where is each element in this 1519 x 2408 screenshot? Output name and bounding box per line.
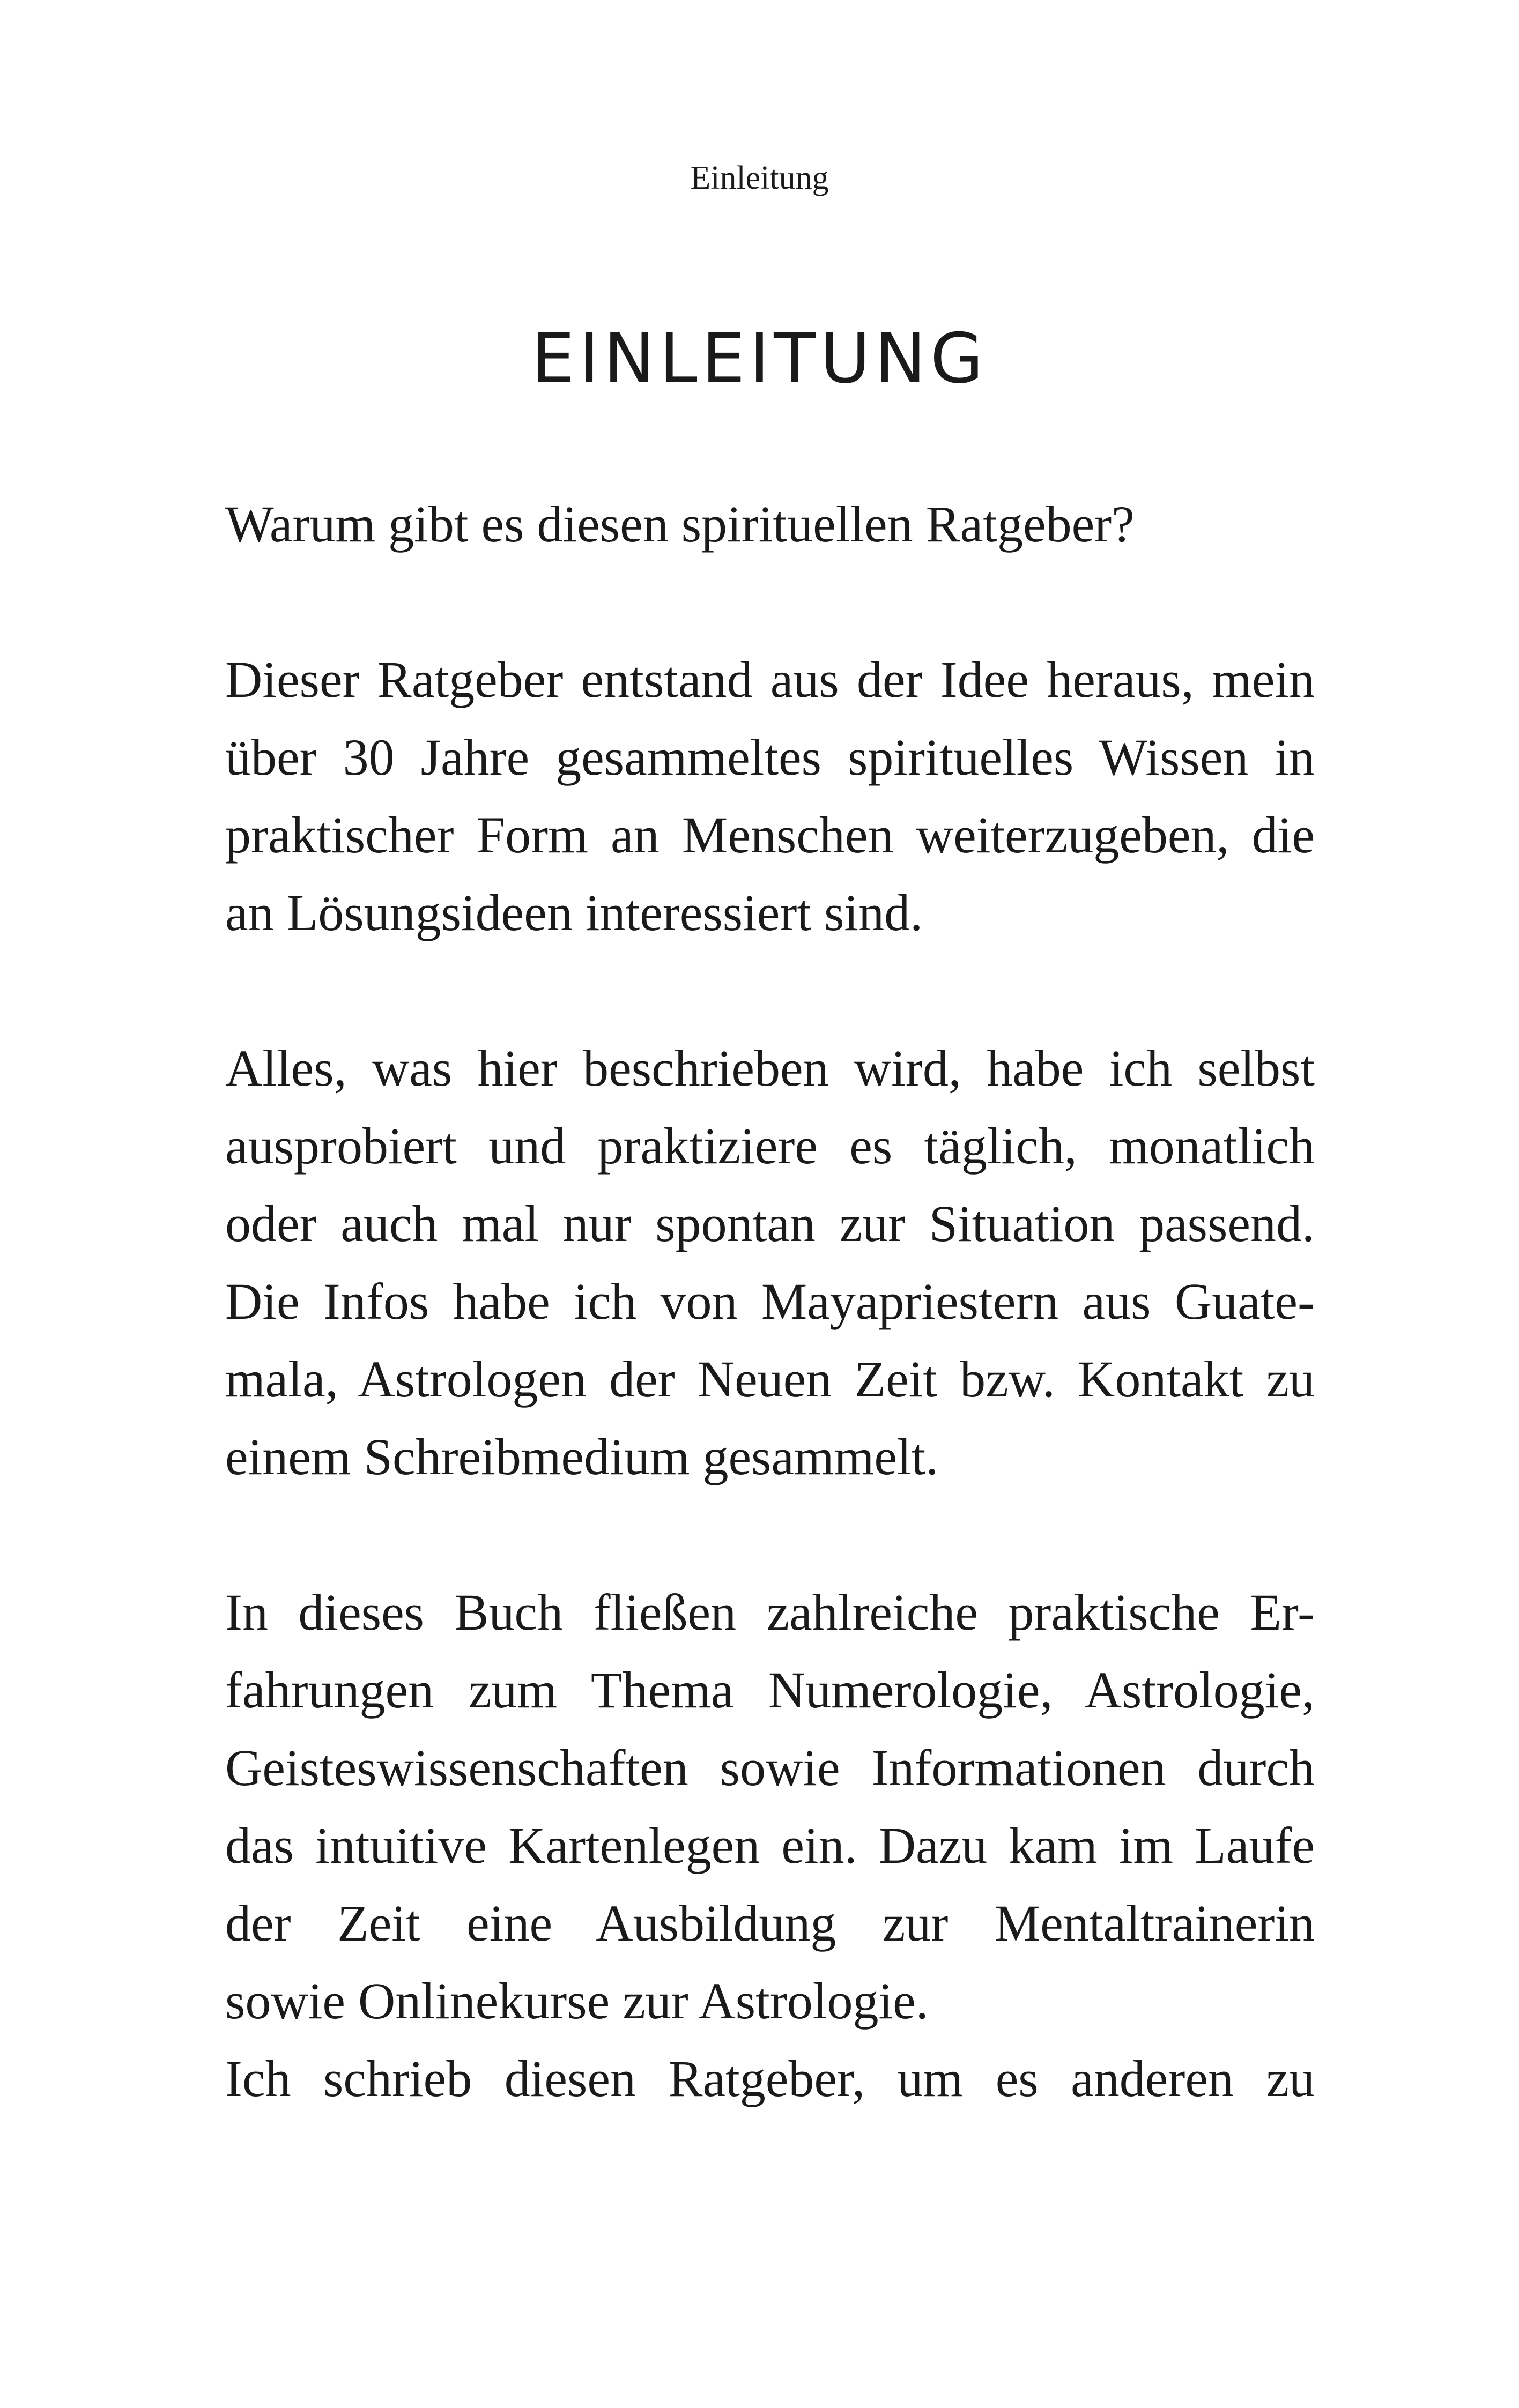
- text-line: der Zeit eine Ausbildung zur Mentaltrainerin: [225, 1894, 1315, 1952]
- chapter-title: EINLEITUNG: [531, 319, 988, 399]
- text-line: praktischer Form an Menschen weiterzugeben, die: [225, 806, 1315, 864]
- text-line: ausprobiert und praktiziere es täglich, monatlich: [225, 1117, 1315, 1175]
- paragraph-experience: [225, 1573, 1315, 2040]
- paragraph-question: [225, 485, 1315, 563]
- text-line: einem Schreibmedium gesammelt.: [225, 1428, 939, 1485]
- text-line: Dieser Ratgeber entstand aus der Idee heraus, mein: [225, 651, 1315, 708]
- text-line: Warum gibt es diesen spirituellen Ratgeber?: [225, 495, 1135, 553]
- running-header: Einleitung: [690, 160, 829, 196]
- text-line: Ich schrieb diesen Ratgeber, um es anderen zu: [225, 2050, 1315, 2107]
- text-line: oder auch mal nur spontan zur Situation passend.: [225, 1195, 1315, 1252]
- text-line: mala, Astrologen der Neuen Zeit bzw. Kontakt zu: [225, 1350, 1315, 1408]
- text-line: über 30 Jahre gesammeltes spirituelles Wissen in: [225, 729, 1315, 786]
- paragraph-practice: [225, 1029, 1315, 1496]
- text-line: an Lösungsideen interessiert sind.: [225, 884, 923, 941]
- text-line: das intuitive Kartenlegen ein. Dazu kam im Laufe: [225, 1817, 1315, 1874]
- paragraph-origin: [225, 641, 1315, 952]
- body-text: [225, 485, 1315, 2117]
- text-line: In dieses Buch fließen zahlreiche praktische Er-: [225, 1584, 1315, 1641]
- text-line: sowie Onlinekurse zur Astrologie.: [225, 1972, 929, 2030]
- text-line: Geisteswissenschaften sowie Informationen durch: [225, 1739, 1315, 1796]
- text-line: Alles, was hier beschrieben wird, habe ich selbst: [225, 1039, 1315, 1097]
- paragraph-motivation: [225, 2040, 1315, 2117]
- text-line: fahrungen zum Thema Numerologie, Astrologie,: [225, 1661, 1315, 1719]
- text-line: Die Infos habe ich von Mayapriestern aus Guate-: [225, 1273, 1315, 1330]
